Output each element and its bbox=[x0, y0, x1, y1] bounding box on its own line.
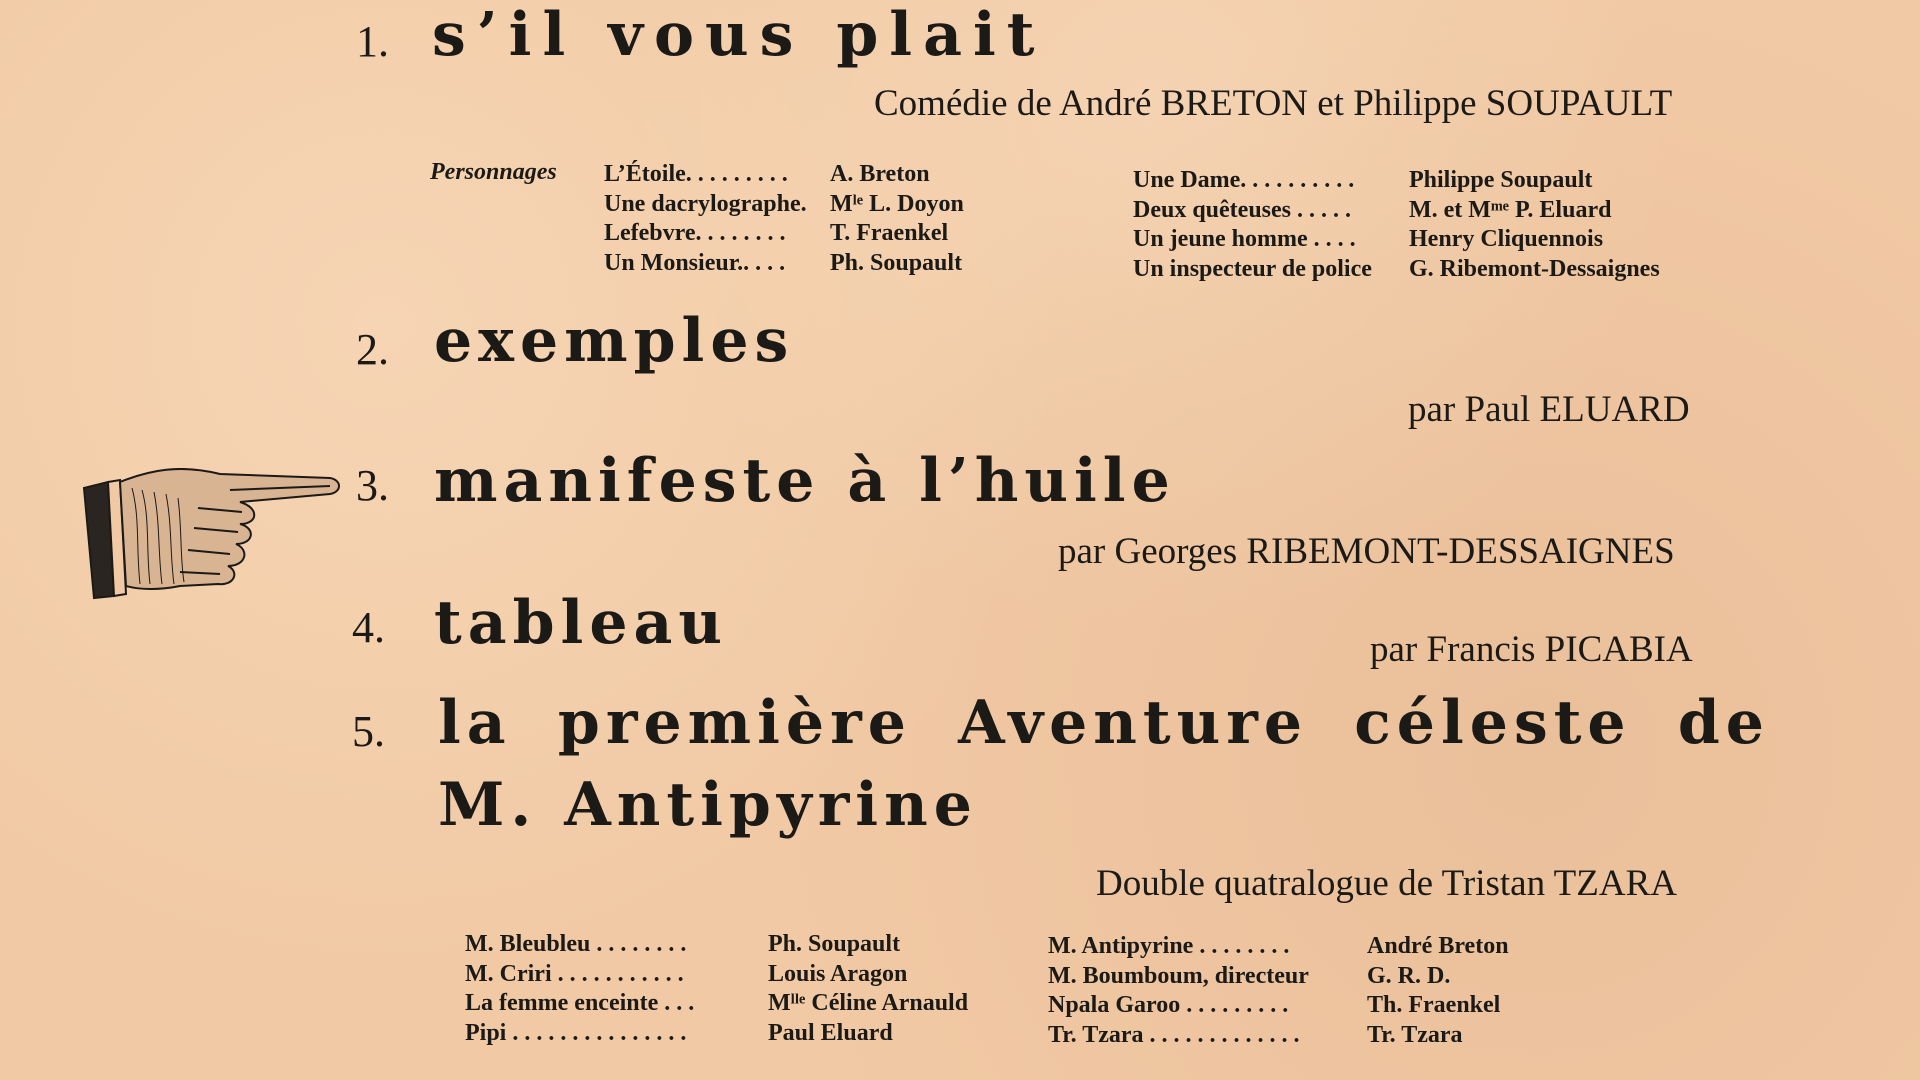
cast-role: M. Boumboum, directeur bbox=[1048, 962, 1309, 989]
cast-role: L’Étoile. . . . . . . . . bbox=[604, 161, 788, 187]
item-2-title: exemples bbox=[434, 306, 795, 376]
item-5-title bbox=[438, 688, 1770, 758]
cast1-roles-a bbox=[604, 160, 807, 278]
pointing-hand-icon bbox=[80, 468, 340, 603]
title-word: première bbox=[557, 688, 912, 758]
cast-role: Deux quêteuses . . . . . bbox=[1133, 196, 1352, 223]
cast-role: Tr. Tzara . . . . . . . . . . . . . bbox=[1048, 1021, 1300, 1048]
cast-role: Pipi . . . . . . . . . . . . . . . bbox=[465, 1019, 687, 1046]
cast-actor: G. Ribemont-Dessaignes bbox=[1409, 255, 1660, 282]
item-1-number: 1. bbox=[356, 17, 389, 66]
item-3-number: 3. bbox=[356, 461, 389, 510]
title-word: céleste bbox=[1354, 688, 1632, 758]
item-2-byline: par Paul ELUARD bbox=[1408, 389, 1690, 430]
cast-actor: T. Fraenkel bbox=[830, 220, 949, 246]
cast-actor: Philippe Soupault bbox=[1409, 167, 1593, 193]
item-3-byline: par Georges RIBEMONT-DESSAIGNES bbox=[1058, 531, 1675, 572]
cast-role: M. Bleubleu . . . . . . . . bbox=[465, 931, 687, 957]
cast-actor: Paul Eluard bbox=[768, 1019, 893, 1046]
cast1-actors-b bbox=[1409, 166, 1660, 284]
cast-actor: Ph. Soupault bbox=[768, 931, 901, 957]
cast-role: Un jeune homme . . . . bbox=[1133, 226, 1356, 252]
cast-actor: Mˡᵉ L. Doyon bbox=[830, 190, 964, 217]
title-word: la bbox=[438, 688, 512, 758]
cast-actor: Th. Fraenkel bbox=[1367, 992, 1501, 1018]
item-5-title-line2: M. Antipyrine bbox=[438, 770, 978, 840]
title-word: Aventure bbox=[958, 688, 1309, 758]
cast-actor: Henry Cliquennois bbox=[1409, 226, 1604, 252]
item-1-byline: Comédie de André BRETON et Philippe SOUPAULT bbox=[874, 83, 1673, 124]
item-3-title: manifeste à l’huile bbox=[434, 446, 1176, 516]
cast-actor: Ph. Soupault bbox=[830, 249, 963, 276]
item-5-number: 5. bbox=[352, 707, 385, 756]
cast-actor: G. R. D. bbox=[1367, 962, 1451, 989]
item-5-byline: Double quatralogue de Tristan TZARA bbox=[1096, 863, 1677, 904]
cast-actor: Tr. Tzara bbox=[1367, 1021, 1463, 1048]
cast-role: M. Criri . . . . . . . . . . . bbox=[465, 960, 684, 987]
cast-label: Personnages bbox=[430, 159, 557, 185]
cast-actor: Louis Aragon bbox=[768, 960, 908, 987]
cast5-actors-a bbox=[768, 930, 968, 1048]
cast-actor: André Breton bbox=[1367, 933, 1509, 959]
cast-actor: A. Breton bbox=[830, 161, 930, 187]
cast-role: Un Monsieur.. . . . bbox=[604, 249, 786, 276]
cast-role: Un inspecteur de police bbox=[1133, 255, 1372, 282]
item-2-number: 2. bbox=[356, 325, 389, 374]
cast-role: Npala Garoo . . . . . . . . . bbox=[1048, 992, 1289, 1018]
cast1-actors-a bbox=[830, 160, 964, 278]
item-1-title: s’il vous plait bbox=[432, 0, 1046, 70]
cast-actor: Mˡˡᵉ Céline Arnauld bbox=[768, 990, 969, 1016]
cast-role: Une Dame. . . . . . . . . . bbox=[1133, 167, 1355, 193]
cast-role: Lefebvre. . . . . . . . bbox=[604, 220, 786, 246]
item-4-title: tableau bbox=[434, 588, 729, 658]
cast-role: La femme enceinte . . . bbox=[465, 990, 695, 1016]
cast5-actors-b bbox=[1367, 932, 1509, 1050]
title-word: de bbox=[1677, 688, 1770, 758]
cast-role: M. Antipyrine . . . . . . . . bbox=[1048, 933, 1290, 959]
cast-role: Une dacrylographe. bbox=[604, 190, 807, 217]
cast5-roles-b bbox=[1048, 932, 1309, 1050]
item-4-byline: par Francis PICABIA bbox=[1370, 629, 1693, 670]
cast-actor: M. et Mᵐᵉ P. Eluard bbox=[1409, 196, 1612, 223]
cast1-roles-b bbox=[1133, 166, 1372, 284]
cast5-roles-a bbox=[465, 930, 694, 1048]
item-4-number: 4. bbox=[352, 603, 385, 652]
